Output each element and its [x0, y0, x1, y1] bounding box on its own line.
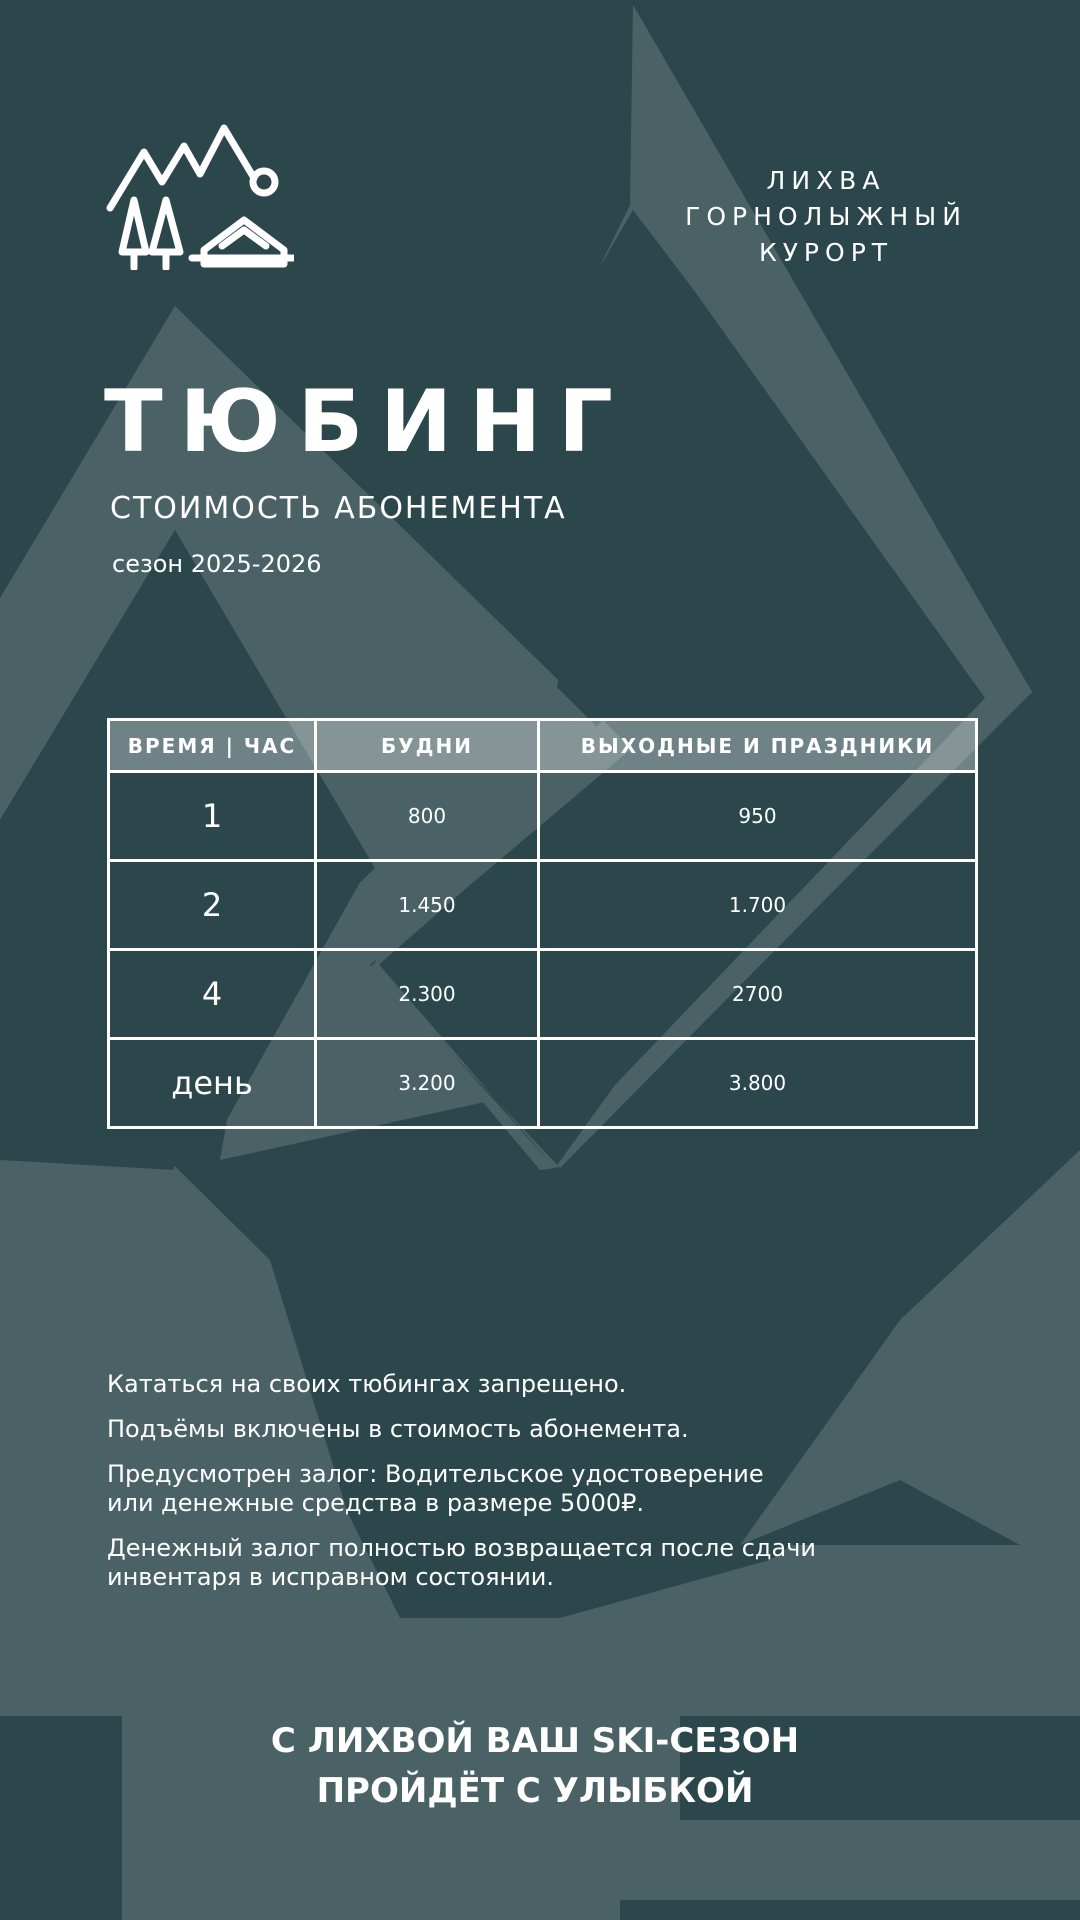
price-table: [107, 718, 978, 1129]
season-label: сезон 2025-2026: [112, 550, 322, 578]
resort-name-line-3: КУРОРТ: [758, 238, 894, 267]
page-title: ТЮБИНГ: [104, 372, 630, 472]
weekday-price-cell: 3.200: [316, 1039, 539, 1128]
note-lifts-included: [107, 1415, 967, 1444]
time-cell: 1: [109, 772, 316, 861]
resort-name: [640, 163, 1012, 271]
table-row: [109, 861, 977, 950]
rules-notes: [107, 1370, 967, 1608]
note-line: инвентаря в исправном состоянии.: [107, 1563, 555, 1591]
time-cell: 2: [109, 861, 316, 950]
note-own-tubes-forbidden: [107, 1370, 967, 1399]
resort-logo-icon: [104, 120, 294, 270]
resort-name-line-2: ГОРНОЛЫЖНЫЙ: [685, 202, 967, 231]
time-cell: день: [109, 1039, 316, 1128]
weekend-price-cell: 3.800: [539, 1039, 977, 1128]
header-time: ВРЕМЯ | ЧАС: [109, 720, 316, 772]
note-line: Подъёмы включены в стоимость абонемента.: [107, 1415, 689, 1443]
resort-name-line-1: ЛИХВА: [766, 166, 886, 195]
note-line: Денежный залог полностью возвращается после сдачи: [107, 1534, 817, 1562]
page-subtitle: СТОИМОСТЬ АБОНЕМЕНТА: [110, 491, 567, 526]
header-weekends-holidays: ВЫХОДНЫЕ И ПРАЗДНИКИ: [539, 720, 977, 772]
weekend-price-cell: 2700: [539, 950, 977, 1039]
slogan: [0, 1716, 1070, 1816]
slogan-line-1: С ЛИХВОЙ ВАШ SKI-СЕЗОН: [270, 1721, 800, 1761]
weekday-price-cell: 2.300: [316, 950, 539, 1039]
table-row: [109, 1039, 977, 1128]
note-line: Предусмотрен залог: Водительское удостоверение: [107, 1460, 764, 1488]
note-deposit: [107, 1460, 967, 1518]
time-cell: 4: [109, 950, 316, 1039]
weekend-price-cell: 950: [539, 772, 977, 861]
header-weekdays: БУДНИ: [316, 720, 539, 772]
weekday-price-cell: 1.450: [316, 861, 539, 950]
table-row: [109, 772, 977, 861]
note-line: Кататься на своих тюбингах запрещено.: [107, 1370, 627, 1398]
table-row: [109, 950, 977, 1039]
note-line: или денежные средства в размере 5000₽.: [107, 1489, 645, 1517]
note-deposit-return: [107, 1534, 967, 1592]
price-table-header-row: [109, 720, 977, 772]
weekend-price-cell: 1.700: [539, 861, 977, 950]
weekday-price-cell: 800: [316, 772, 539, 861]
slogan-line-2: ПРОЙДЁТ С УЛЫБКОЙ: [316, 1771, 754, 1811]
